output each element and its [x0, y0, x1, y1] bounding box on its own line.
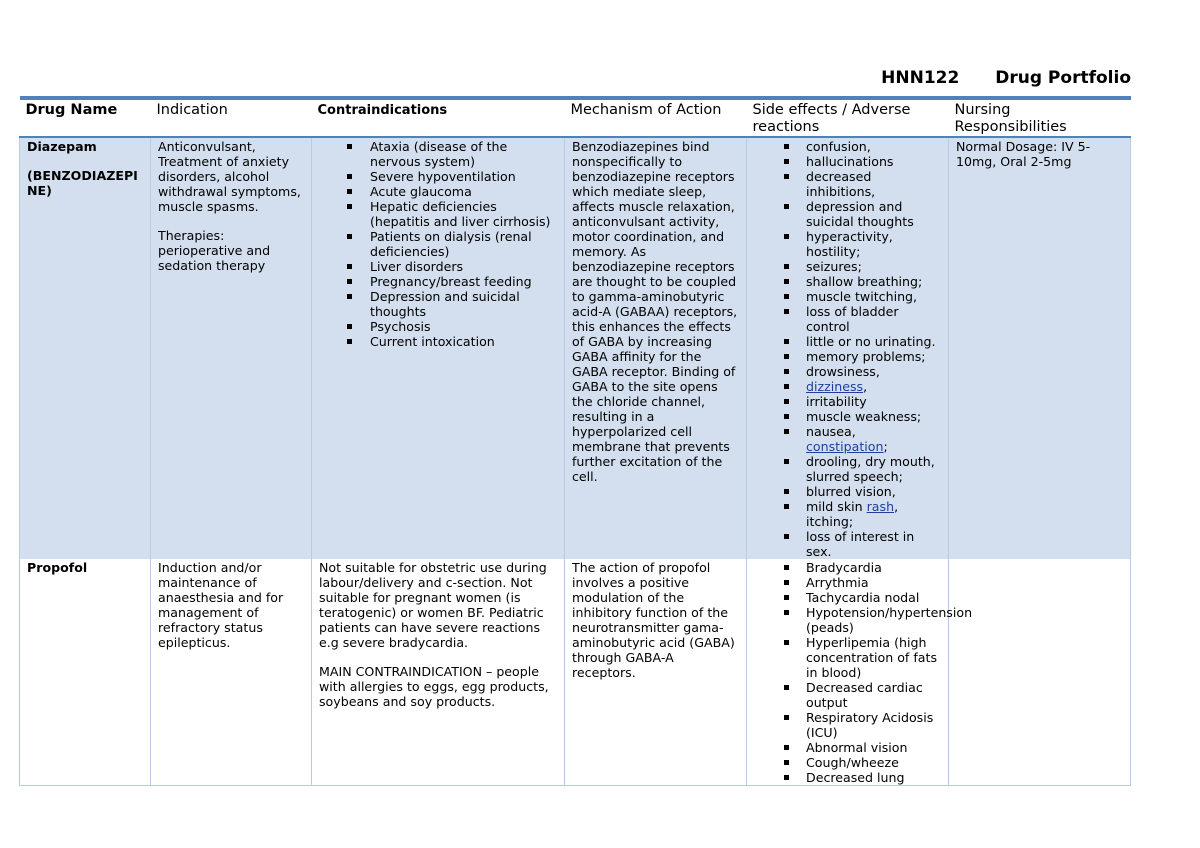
cell-nursing [949, 559, 1131, 786]
list-item: drowsiness, [754, 364, 942, 379]
list-item: loss of bladder control [754, 304, 942, 334]
dizziness-link[interactable]: dizziness [806, 379, 864, 394]
cell-indication [151, 559, 312, 786]
course-code: HNN122 [881, 68, 960, 88]
list-item-text: ; [883, 439, 888, 454]
list-item-text: mild skin [806, 499, 863, 514]
list-item: drooling, dry mouth, slurred speech; [754, 454, 942, 484]
list-item [754, 499, 942, 529]
list-item: Ataxia (disease of the nervous system) [319, 139, 558, 169]
col-header-contraindications: Contraindications [312, 98, 565, 137]
list-item: Pregnancy/breast feeding [319, 274, 558, 289]
list-item: depression and suicidal thoughts [754, 199, 942, 229]
list-item: Severe hypoventilation [319, 169, 558, 184]
list-item: Hepatic deficiencies (hepatitis and liver cirrhosis) [319, 199, 558, 229]
list-item: memory problems; [754, 349, 942, 364]
constipation-link[interactable]: constipation [806, 439, 884, 454]
drug-name: Diazepam [27, 139, 97, 154]
table-row-propofol [20, 559, 1131, 786]
therapies-text: Therapies: perioperative and sedation therapy [158, 228, 271, 273]
list-item: Hypotension/hypertension (peads) [754, 605, 942, 635]
indication-text: Induction and/or maintenance of anaesthesia and for management of refractory status epilepticus. [158, 560, 284, 650]
list-item-text: , [863, 379, 868, 394]
list-item: little or no urinating. [754, 334, 942, 349]
cell-side-effects [747, 137, 949, 559]
list-item: Psychosis [319, 319, 558, 334]
list-item: shallow breathing; [754, 274, 942, 289]
list-item: Acute glaucoma [319, 184, 558, 199]
side-effects-list [754, 139, 942, 559]
drug-name: Propofol [27, 560, 88, 575]
cell-drug-name [20, 559, 151, 786]
list-item: muscle twitching, [754, 289, 942, 304]
list-item: Current intoxication [319, 334, 558, 349]
cell-nursing [949, 137, 1131, 559]
side-effects-list [754, 560, 973, 785]
cell-indication [151, 137, 312, 559]
list-item: Hyperlipemia (high concentration of fats in blood) [754, 635, 942, 680]
table-header-row [20, 98, 1131, 137]
list-item: blurred vision, [754, 484, 942, 499]
list-item: Abnormal vision [754, 740, 942, 755]
cell-contraindications [312, 137, 565, 559]
cell-mechanism [565, 559, 747, 786]
list-item: Patients on dialysis (renal deficiencies) [319, 229, 558, 259]
indication-text: Anticonvulsant, Treatment of anxiety disorders, alcohol withdrawal symptoms, muscle spasms. [158, 139, 301, 214]
cell-mechanism [565, 137, 747, 559]
cell-side-effects [747, 559, 973, 786]
list-item: hyperactivity, hostility; [754, 229, 942, 259]
col-header-drug-name: Drug Name [20, 98, 151, 137]
list-item-text: , itching; [806, 499, 899, 529]
list-item: loss of interest in sex. [754, 529, 942, 559]
list-item: Tachycardia nodal [754, 590, 942, 605]
cell-contraindications [312, 559, 565, 786]
contraindications-list [319, 139, 558, 349]
mechanism-text: Benzodiazepines bind nonspecifically to benzodiazepine receptors which mediate sleep, affects muscle relaxation, anticonvulsant activity, motor coordination, and memory. As benzodiazepine receptors are thought to be coupled to gamma-aminobutyric acid-A (GABAA) receptors, this enhances the effects of GABA by increasing GABA affinity for the GABA receptor. Binding of GABA to the site opens the chloride channel, resulting in a hyperpolarized cell membrane that prevents further excitation of the cell. [572, 139, 738, 484]
contraindications-text: Not suitable for obstetric use during labour/delivery and c-section. Not suitable for pregnant women (is teratogenic) or women BF. Pediatric patients can have severe reactions e.g severe bradycardia. [319, 560, 547, 650]
list-item: Decreased cardiac output [754, 680, 942, 710]
list-item: Depression and suicidal thoughts [319, 289, 558, 319]
col-header-mechanism: Mechanism of Action [565, 98, 747, 137]
list-item: Liver disorders [319, 259, 558, 274]
list-item: confusion, [754, 139, 942, 154]
col-header-nursing: Nursing Responsibilities [949, 98, 1131, 137]
col-header-side-effects: Side effects / Adverse reactions [747, 98, 949, 137]
list-item: decreased inhibitions, [754, 169, 942, 199]
rash-link[interactable]: rash [866, 499, 895, 514]
list-item [754, 424, 942, 454]
cell-drug-name [20, 137, 151, 559]
list-item: Arrythmia [754, 575, 942, 590]
list-item [754, 379, 942, 394]
list-item: seizures; [754, 259, 942, 274]
list-item: hallucinations [754, 154, 942, 169]
drug-class: (BENZODIAZEPINE) [27, 168, 138, 198]
mechanism-text: The action of propofol involves a positive modulation of the inhibitory function of the neurotransmitter gama-aminobutyric acid (GABA) through GABA-A receptors. [572, 560, 735, 680]
drug-table [19, 96, 1131, 786]
list-item: muscle weakness; [754, 409, 942, 424]
list-item: Cough/wheeze [754, 755, 942, 770]
list-item-text: nausea, [806, 424, 856, 439]
list-item: Decreased lung [754, 770, 942, 785]
document-title: Drug Portfolio [995, 68, 1131, 88]
list-item: Bradycardia [754, 560, 942, 575]
list-item: Respiratory Acidosis (ICU) [754, 710, 942, 740]
table-row-diazepam [20, 137, 1131, 559]
nursing-text: Normal Dosage: IV 5-10mg, Oral 2-5mg [956, 139, 1091, 169]
main-contraindication-text: MAIN CONTRAINDICATION – people with allergies to eggs, egg products, soybeans and soy products. [319, 664, 549, 709]
col-header-indication: Indication [151, 98, 312, 137]
document-header [881, 68, 1131, 88]
list-item: irritability [754, 394, 942, 409]
